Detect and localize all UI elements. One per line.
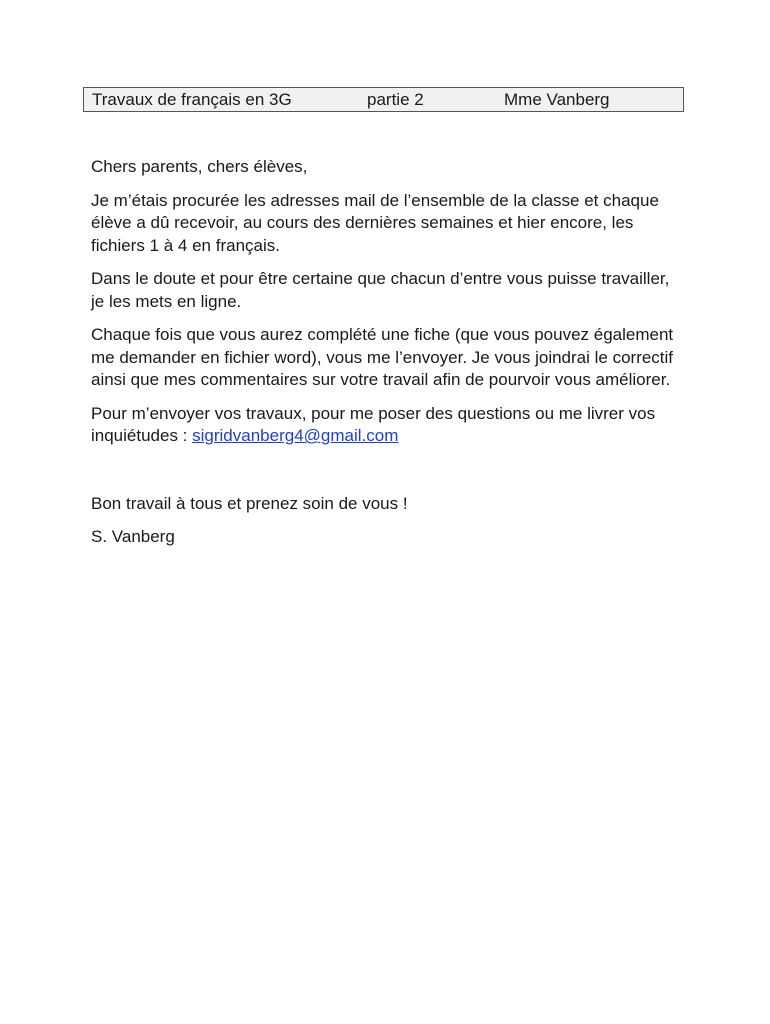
paragraph-3: Chaque fois que vous aurez complété une fiche (que vous pouvez également me demander en fichier word), vous me l’envoyer. Je vous joindrai le correctif ainsi que mes commentaires sur votre travail afin de pourvoir vous améliorer. (91, 325, 674, 389)
paragraph-1: Je m’étais procurée les adresses mail de l’ensemble de la classe et chaque élève a dû recevoir, au cours des dernières semaines et hier encore, les fichiers 1 à 4 en français. (91, 190, 659, 255)
header-part: partie 2 (367, 90, 424, 109)
paragraph-4 (91, 403, 681, 448)
email-link[interactable]: sigridvanberg4@gmail.com (192, 426, 399, 445)
header-title: Travaux de français en 3G (92, 90, 292, 109)
closing: Bon travail à tous et prenez soin de vous ! (91, 493, 408, 513)
header-teacher: Mme Vanberg (504, 90, 610, 109)
document-header (83, 87, 684, 112)
paragraph-2: Dans le doute et pour être certaine que chacun d’entre vous puisse travailler, je les mets en ligne. (91, 269, 670, 311)
paragraph-4-text: Pour m’envoyer vos travaux, pour me poser des questions ou me livrer vos inquiétudes : (91, 403, 656, 445)
greeting: Chers parents, chers élèves, (91, 157, 308, 176)
signature: S. Vanberg (91, 527, 175, 546)
letter-body (91, 156, 681, 560)
